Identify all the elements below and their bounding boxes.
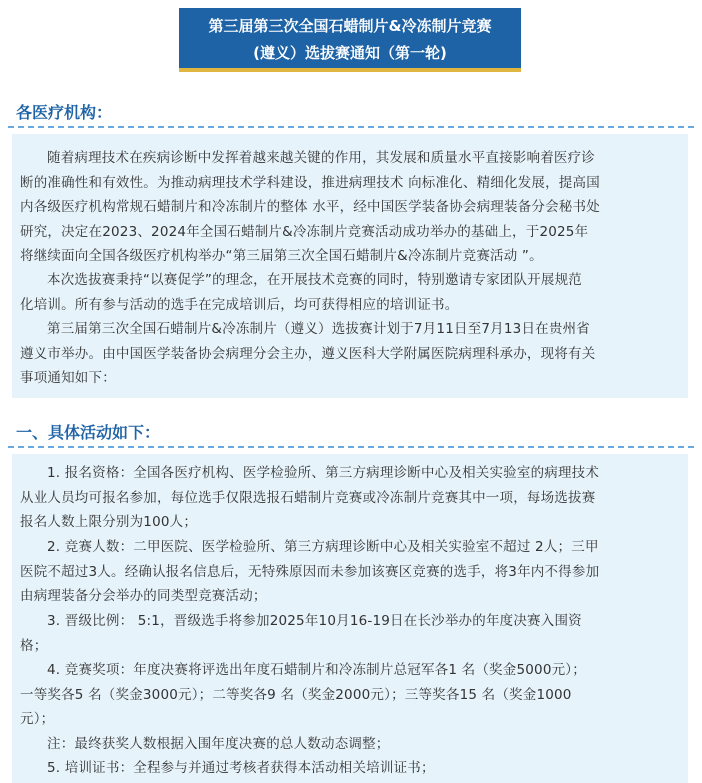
text-line: 3. 晋级比例： 5:1，晋级选手将参加2025年10月16-19日在长沙举办的年度决赛入围资 [47, 613, 582, 629]
title-line-1: 第三届第三次全国石蜡制片&冷冻制片竞赛 [208, 17, 492, 35]
activities-divider [8, 446, 694, 448]
text-line: 本次选拔赛秉持“以赛促学”的理念，在开展技术竞赛的同时，特别邀请专家团队开展规范 [47, 272, 582, 288]
text-line: 医院不超过3人。经确认报名信息后，无特殊原因而未参加该赛区竞赛的选手，将3年内不得参加 [20, 563, 600, 580]
text-line: 事项通知如下： [20, 370, 116, 386]
text-line: 4. 竞赛奖项：年度决赛将评选出年度石蜡制片和冷冻制片总冠军各1 名（奖金5000元）； [47, 662, 586, 678]
text-line: 化培训。所有参与活动的选手在完成培训后，均可获得相应的培训证书。 [20, 296, 459, 313]
title-line-2: (遵义）选拔赛通知（第一轮) [253, 44, 447, 62]
text-line: 格； [20, 637, 48, 654]
text-line: 报名人数上限分别为100人； [20, 514, 198, 530]
text-line: 第三届第三次全国石蜡制片&冷冻制片（遵义）选拔赛计划于7月11日至7月13日在贵州省 [47, 321, 590, 337]
activity-item-1 [20, 461, 682, 535]
text-line: 研究，决定在2023、2024年全国石蜡制片&冷冻制片竞赛活动成功举办的基础上，于2025年 [20, 223, 589, 240]
activity-note [20, 732, 682, 757]
intro-paragraph-3 [20, 317, 682, 391]
activity-item-2 [20, 535, 682, 609]
activities-heading: 一、具体活动如下： [16, 423, 161, 442]
text-line: 从业人员均可报名参加，每位选手仅限选报石蜡制片竞赛或冷冻制片竞赛其中一项，每场选拔赛 [20, 489, 596, 506]
greeting-heading: 各医疗机构： [16, 103, 113, 122]
text-line: 由病理装备分会举办的同类型竞赛活动； [20, 588, 267, 604]
text-line: 元）； [20, 711, 55, 727]
text-line: 将继续面向全国各级医疗机构举办“第三届第三次全国石蜡制片&冷冻制片竞赛活动 ”。 [20, 248, 543, 264]
text-line: 内各级医疗机构常规石蜡制片和冷冻制片的整体 水平，经中国医学装备协会病理装备分会秘书处 [20, 199, 600, 215]
activity-item-5 [20, 756, 682, 781]
text-line: 随着病理技术在疾病诊断中发挥着越来越关键的作用，其发展和质量水平直接影响着医疗诊 [47, 150, 595, 166]
text-line: 遵义市举办。由中国医学装备协会病理分会主办，遵义医科大学附属医院病理科承办，现将有关 [20, 345, 596, 362]
text-line: 注：最终获奖人数根据入围年度决赛的总人数动态调整； [47, 736, 390, 752]
intro-paragraph-2 [20, 268, 682, 317]
text-line: 一等奖各5 名（奖金3000元）；二等奖各9 名（奖金2000元）；三等奖各15 名（奖金1000 [20, 686, 572, 703]
title-banner [179, 8, 521, 72]
text-line: 1. 报名资格：全国各医疗机构、医学检验所、第三方病理诊断中心及相关实验室的病理技术 [47, 465, 600, 481]
text-line: 断的准确性和有效性。为推动病理技术学科建设，推进病理技术 向标准化、精细化发展，提高国 [20, 174, 600, 191]
activity-item-3 [20, 609, 682, 658]
activity-item-4 [20, 658, 682, 732]
text-line: 2. 竞赛人数：二甲医院、医学检验所、第三方病理诊断中心及相关实验室不超过 2人；三甲 [47, 539, 599, 555]
intro-paragraph-1 [20, 146, 682, 269]
greeting-divider [8, 126, 694, 128]
text-line: 5. 培训证书：全程参与并通过考核者获得本活动相关培训证书； [47, 760, 435, 776]
